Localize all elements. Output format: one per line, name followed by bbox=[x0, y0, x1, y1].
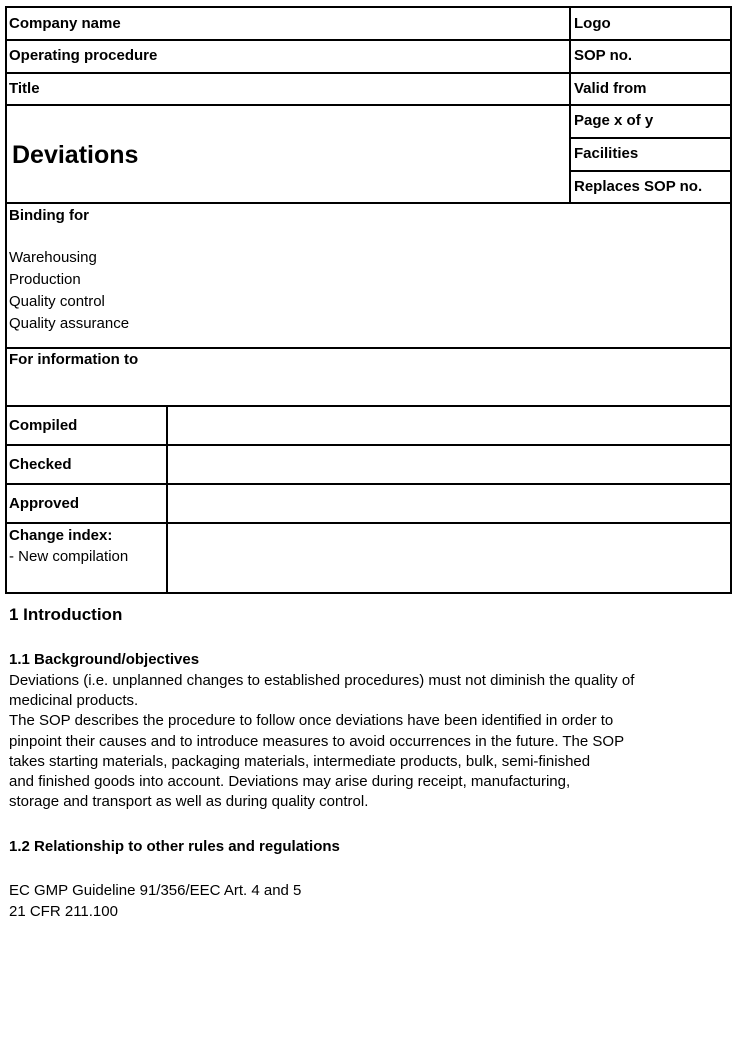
section-1-heading: 1 Introduction bbox=[9, 605, 123, 624]
paragraph-line: medicinal products. bbox=[9, 692, 139, 710]
table-column-divider bbox=[569, 6, 571, 204]
for-information-to-label: For information to bbox=[9, 351, 139, 368]
sop-no-label: SOP no. bbox=[574, 47, 633, 64]
binding-for-label: Binding for bbox=[9, 207, 89, 224]
table-line bbox=[5, 483, 732, 485]
paragraph-line: and finished goods into account. Deviations may arise during receipt, manufacturing, bbox=[9, 773, 571, 791]
section-1-2-heading: 1.2 Relationship to other rules and regulations bbox=[9, 838, 340, 855]
regulation-reference: EC GMP Guideline 91/356/EEC Art. 4 and 5 bbox=[9, 882, 302, 899]
table-border-top bbox=[5, 6, 732, 8]
section-1-1-heading: 1.1 Background/objectives bbox=[9, 651, 200, 668]
table-column-divider bbox=[166, 405, 168, 594]
section-1-2-body bbox=[9, 880, 301, 922]
table-line bbox=[5, 39, 732, 41]
company-name-label: Company name bbox=[9, 15, 121, 32]
table-line bbox=[5, 444, 732, 446]
logo-label: Logo bbox=[574, 15, 611, 32]
approved-label: Approved bbox=[9, 495, 80, 512]
table-line bbox=[5, 347, 732, 349]
binding-item: Quality control bbox=[9, 293, 105, 310]
binding-item: Quality assurance bbox=[9, 315, 130, 332]
table-line bbox=[5, 202, 732, 204]
paragraph-line: Deviations (i.e. unplanned changes to established procedures) must not diminish the quality of bbox=[9, 672, 635, 689]
table-line bbox=[5, 104, 732, 106]
page-x-of-y-label: Page x of y bbox=[574, 112, 654, 129]
replaces-sop-no-label: Replaces SOP no. bbox=[574, 178, 703, 195]
binding-item: Warehousing bbox=[9, 249, 97, 266]
table-line bbox=[5, 405, 732, 407]
valid-from-label: Valid from bbox=[574, 80, 647, 97]
paragraph-line: pinpoint their causes and to introduce measures to avoid occurrences in the future. The SOP bbox=[9, 732, 625, 750]
document-title: Deviations bbox=[12, 141, 139, 169]
table-border-bottom bbox=[5, 592, 732, 594]
change-index-label: Change index: bbox=[9, 527, 113, 544]
change-index-value: - New compilation bbox=[9, 548, 129, 565]
paragraph-line: takes starting materials, packaging materials, intermediate products, bulk, semi-finished bbox=[9, 752, 591, 770]
table-border-left bbox=[5, 6, 7, 594]
regulation-reference: 21 CFR 211.100 bbox=[9, 903, 118, 920]
table-line bbox=[569, 137, 732, 139]
table-border-right bbox=[730, 6, 732, 594]
checked-label: Checked bbox=[9, 456, 72, 473]
binding-list bbox=[9, 247, 129, 335]
title-label: Title bbox=[9, 80, 40, 97]
binding-item: Production bbox=[9, 271, 81, 288]
facilities-label: Facilities bbox=[574, 145, 639, 162]
operating-procedure-label: Operating procedure bbox=[9, 47, 158, 64]
section-1-1-body bbox=[9, 671, 734, 812]
table-line bbox=[5, 522, 732, 524]
compiled-label: Compiled bbox=[9, 417, 78, 434]
table-line bbox=[569, 170, 732, 172]
paragraph-line: storage and transport as well as during quality control. bbox=[9, 793, 369, 811]
paragraph-line: The SOP describes the procedure to follow once deviations have been identified in order to bbox=[9, 712, 614, 730]
table-line bbox=[5, 72, 732, 74]
